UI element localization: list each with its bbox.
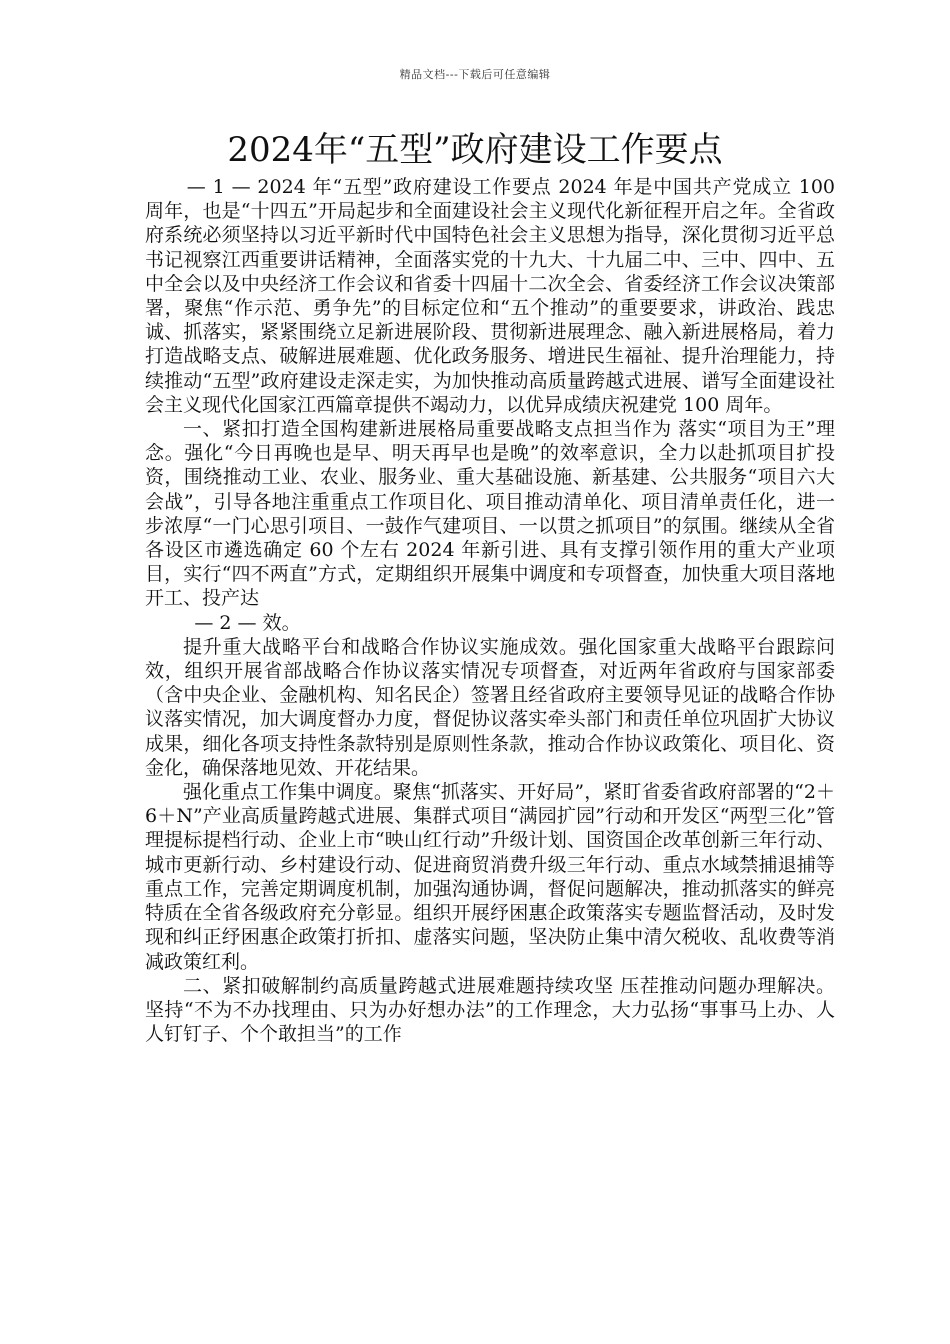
header-note: 精品文档---下载后可任意编辑 bbox=[399, 68, 551, 81]
paragraph-section-one: 一、紧扣打造全国构建新进展格局重要战略支点担当作为 落实“项目为王”理念。强化“今日再晚也是早、明天再早也是晚”的效率意识，全力以赴抓项目扩投资，围绕推动工业、农业、服务业、重大基础设施、新基建、公共服务“项目六大会战”，引导各地注重重点工作项目化、项目推动清单化、项目清单责任化，进一步浓厚“一门心思引项目、一鼓作气建项目、一以贯之抓项目”的氛围。继续从全省各设区市遴选确定 60 个左右 2024 年新引进、具有支撑引领作用的重大产业项目，实行“四不两直”方式，定期组织开展集中调度和专项督查，加快重大项目落地开工、投产达 bbox=[145, 418, 835, 610]
document-body bbox=[145, 175, 835, 1046]
paragraph-key-work-scheduling: 强化重点工作集中调度。聚焦“抓落实、开好局”，紧盯省委省政府部署的“2＋6＋N”产业高质量跨越式进展、集群式项目“满园扩园”行动和开发区“两型三化”管理提标提档行动、企业上市“映山红行动”升级计划、国资国企改革创新三年行动、城市更新行动、乡村建设行动、促进商贸消费升级三年行动、重点水域禁捕退捕等重点工作，完善定期调度机制，加强沟通协调，督促问题解决，推动抓落实的鲜亮特质在全省各级政府充分彰显。组织开展纾困惠企政策落实专题监督活动，及时发现和纠正纾困惠企政策打折扣、虚落实问题，坚决防止集中清欠税收、乱收费等消减政策红利。 bbox=[145, 781, 835, 973]
document-title: 2024年“五型”政府建设工作要点 bbox=[227, 130, 723, 170]
paragraph-intro: — 1 — 2024 年“五型”政府建设工作要点 2024 年是中国共产党成立 100 周年，也是“十四五”开局起步和全面建设社会主义现代化新征程开启之年。全省政府系统必须坚持以习近平新时代中国特色社会主义思想为指导，深化贯彻习近平总书记视察江西重要讲话精神，全面落实党的十九大、十九届二中、三中、四中、五中全会以及中央经济工作会议和省委十四届十二次全会、省委经济工作会议决策部署，聚焦“作示范、勇争先”的目标定位和“五个推动”的重要要求，讲政治、践忠诚、抓落实，紧紧围绕立足新进展阶段、贯彻新进展理念、融入新进展格局，着力打造战略支点、破解进展难题、优化政务服务、增进民生福祉、提升治理能力，持续推动“五型”政府建设走深走实，为加快推动高质量跨越式进展、谱写全面建设社会主义现代化国家江西篇章提供不竭动力，以优异成绩庆祝建党 100 周年。 bbox=[145, 176, 835, 416]
paragraph-section-two: 二、紧扣破解制约高质量跨越式进展难题持续攻坚 压茬推动问题办理解决。坚持“不为不办找理由、只为办好想办法”的工作理念，大力弘扬“事事马上办、人人钉钉子、个个敢担当”的工作 bbox=[145, 974, 835, 1046]
paragraph-strategic-platforms: 提升重大战略平台和战略合作协议实施成效。强化国家重大战略平台跟踪问效，组织开展省部战略合作协议落实情况专项督查，对近两年省政府与国家部委（含中央企业、金融机构、知名民企）签署且经省政府主要领导见证的战略合作协议落实情况，加大调度督办力度，督促协议落实牵头部门和责任单位巩固扩大协议成果，细化各项支持性条款特别是原则性条款，推动合作协议政策化、项目化、资金化，确保落地见效、开花结果。 bbox=[145, 635, 835, 779]
page-marker: — 2 — 效。 bbox=[194, 611, 301, 634]
